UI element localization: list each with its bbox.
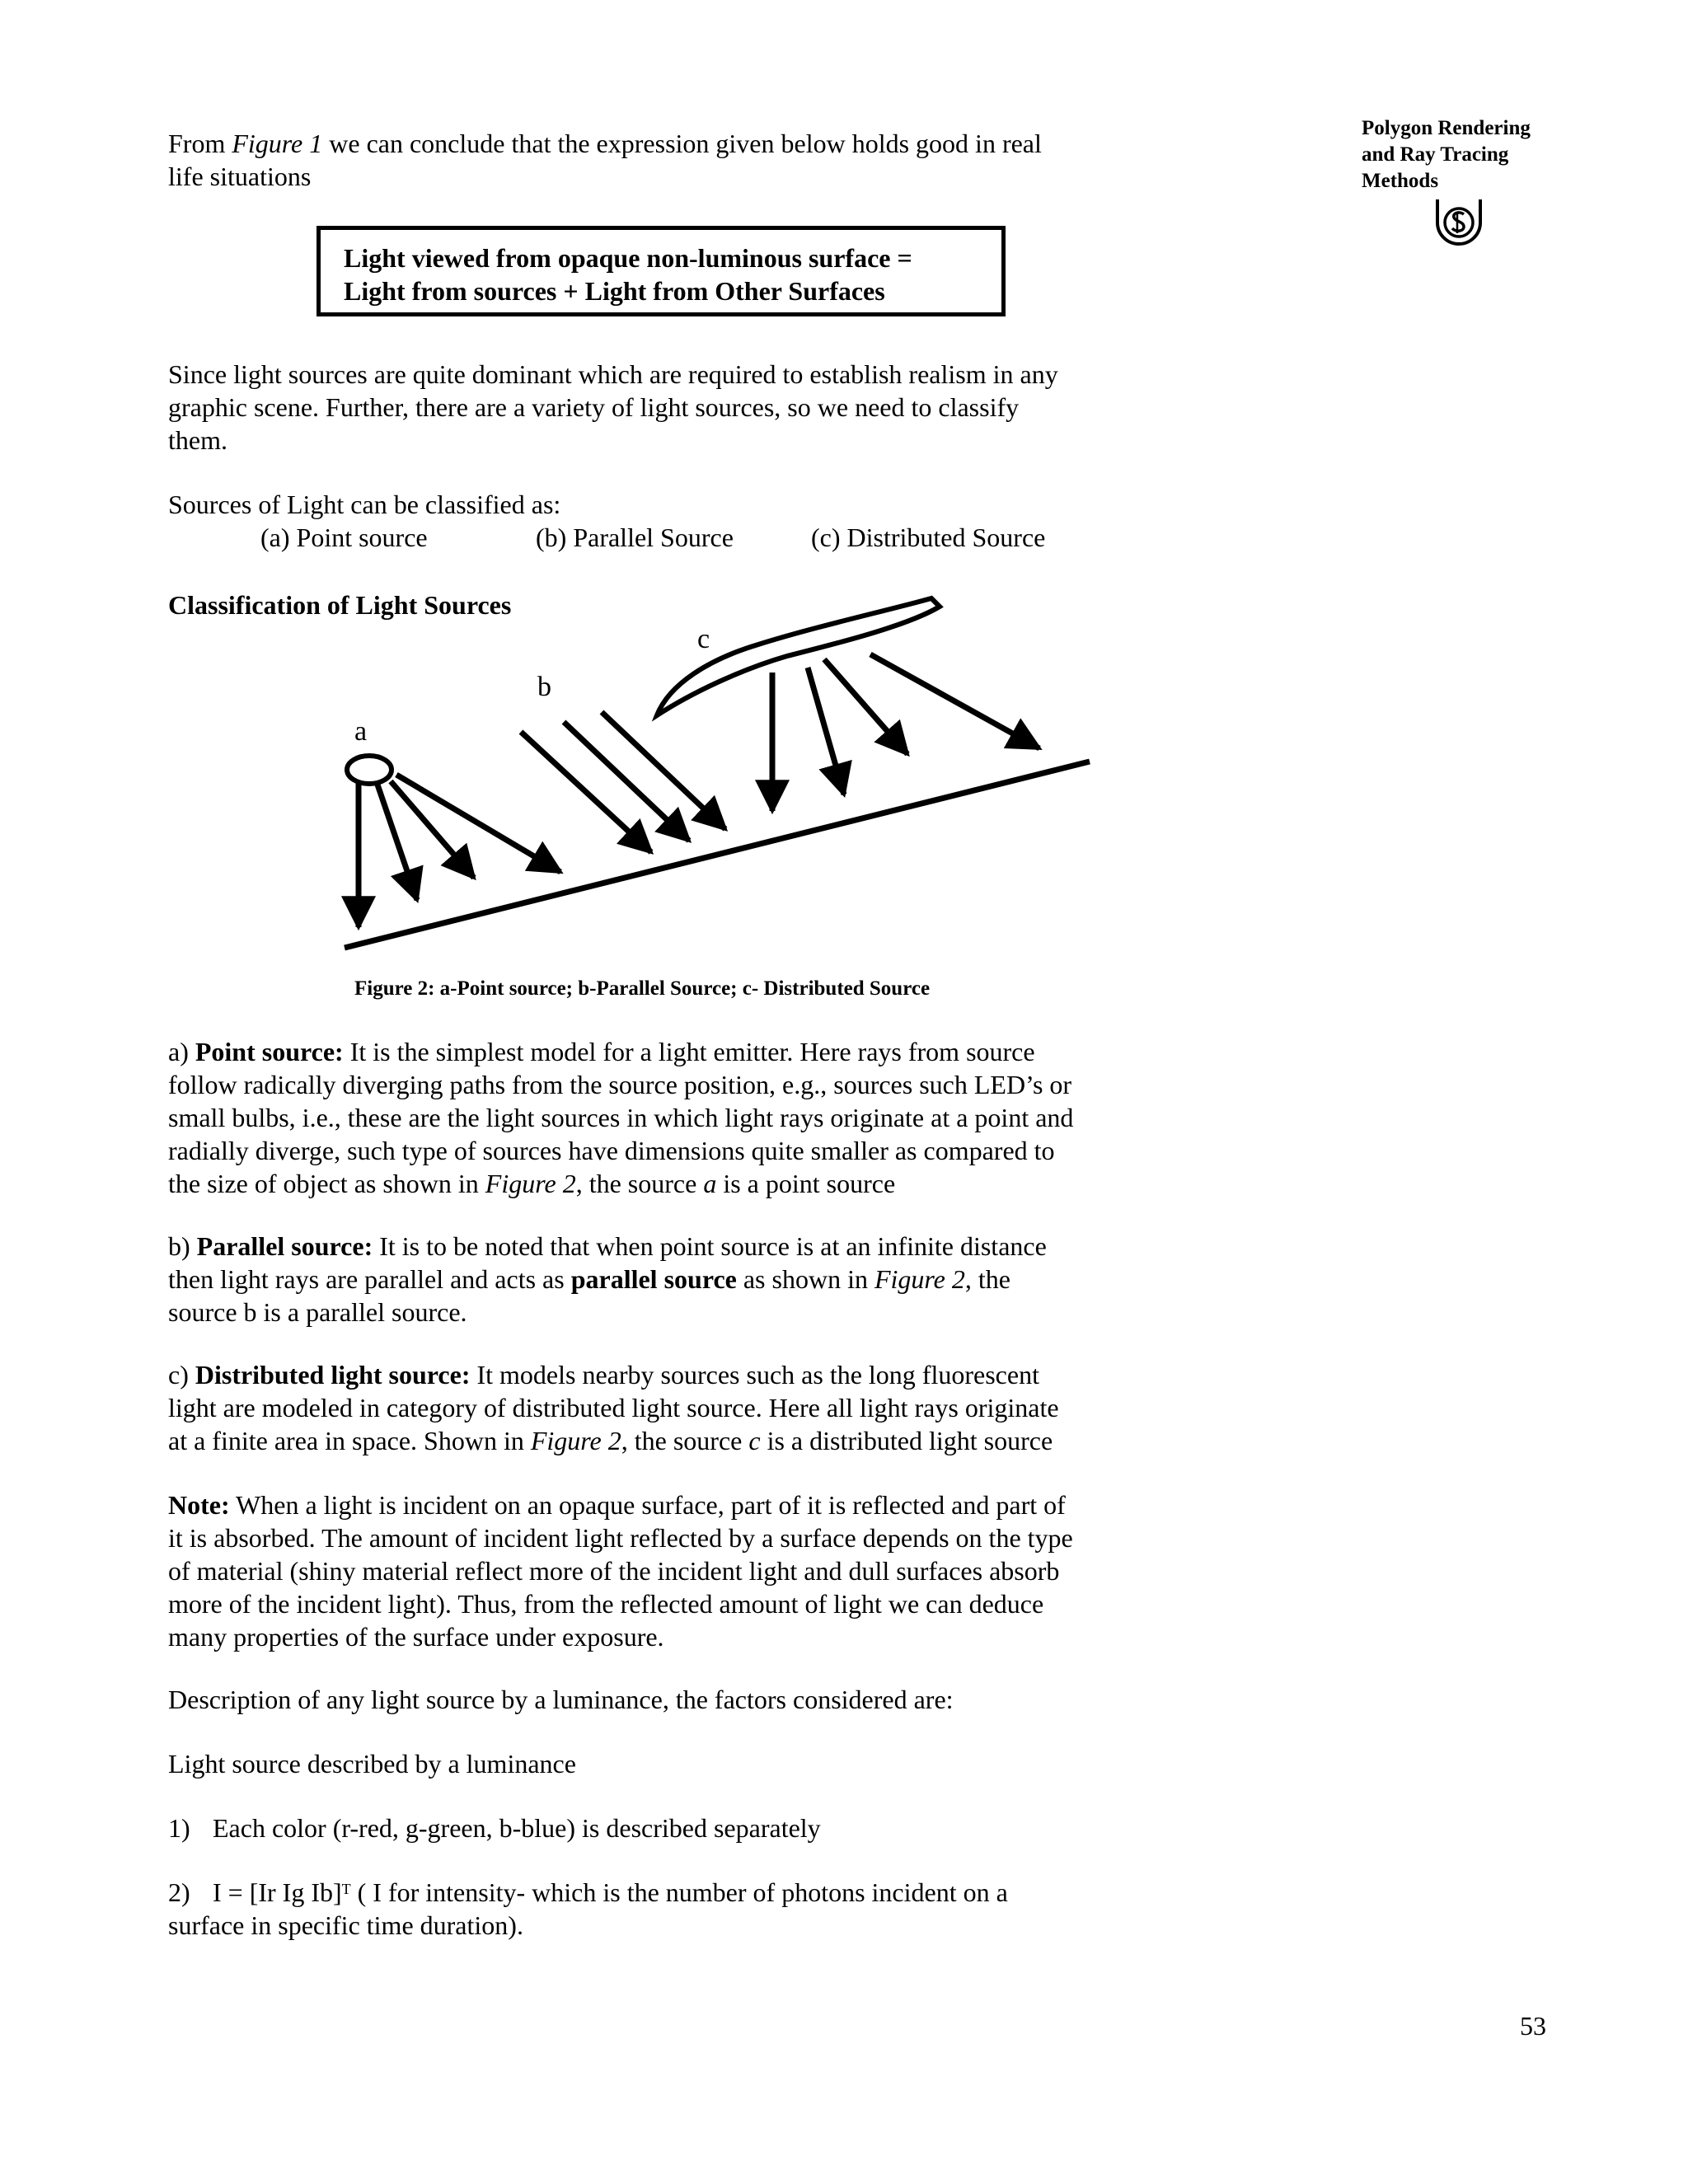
point-source-paragraph: a) Point source: It is the simplest model for a light emitter. Here rays from source follow radically diverging paths from the source position, e.g., sources such LED’s or small bulbs, i.e., these are the light sources in which light rays originate at a point and radially diverge, such type of sources have dimensions quite smaller as compared to the size of object as shown in Figure 2, the source a is a point source <box>168 1037 1074 1198</box>
point-source-bulb <box>347 756 392 784</box>
list-text-continued: surface in specific time duration). <box>168 1910 523 1940</box>
note-term: Note: <box>168 1490 230 1520</box>
formula-line: Light viewed from opaque non-luminous surface = <box>344 243 912 273</box>
page-number: 53 <box>1520 2011 1546 2041</box>
source-item: (c) Distributed Source <box>811 523 1046 552</box>
running-header-line: and Ray Tracing <box>1362 143 1509 166</box>
formula-line: Light from sources + Light from Other Surfaces <box>344 276 885 306</box>
luminance-line: Light source described by a luminance <box>168 1749 576 1779</box>
light-sources-diagram <box>330 587 1104 966</box>
intro-paragraph: From Figure 1 we can conclude that the expression given below holds good in real life situations <box>168 129 1042 191</box>
figure-title: Classification of Light Sources <box>168 590 512 620</box>
list-text: Each color (r-red, g-green, b-blue) is described separately <box>213 1813 821 1843</box>
label-c: c <box>697 624 710 654</box>
running-header-line: Polygon Rendering <box>1362 117 1531 139</box>
distributed-source-tube <box>657 598 940 715</box>
label-b: b <box>537 672 551 702</box>
list-text: I = [Ir Ig Ib]$^T$ ( I for intensity- which is the number of photons incident on a <box>213 1877 1008 1907</box>
distributed-source-rays <box>772 654 1039 811</box>
source-item: (a) Point source <box>260 523 428 552</box>
list-number: 1) <box>168 1813 190 1843</box>
point-source-term: Point source: <box>195 1037 344 1066</box>
sources-heading: Sources of Light can be classified as: <box>168 490 561 519</box>
parallel-source-term: Parallel source: <box>196 1231 373 1261</box>
source-item: (b) Parallel Source <box>536 523 734 552</box>
figure-caption: Figure 2: a-Point source; b-Parallel Source; c- Distributed Source <box>354 977 931 1000</box>
list-number: 2) <box>168 1877 190 1907</box>
running-header <box>1362 115 1531 194</box>
note-paragraph: Note: When a light is incident on an opaque surface, part of it is reflected and part of it is absorbed. The amount of incident light reflected by a surface depends on the type of material (shiny material reflect more of the incident light and dull surfaces absorb more of the incident light). Thus, from the reflected amount of light we can deduce many properties of the surface under exposure. <box>168 1490 1073 1652</box>
list-item <box>168 1876 1157 1942</box>
parallel-source-rays <box>521 712 725 852</box>
formula-box <box>316 226 1006 316</box>
parallel-source-paragraph: b) Parallel source: It is to be noted that when point source is at an infinite distance then light rays are parallel and acts as parallel source as shown in Figure 2, the source b is a parallel source. <box>168 1231 1047 1327</box>
distributed-source-paragraph: c) Distributed light source: It models nearby sources such as the long fluorescent light are modeled in category of distributed light source. Here all light rays originate at a finite area in space. Shown in Figure 2, the source c is a distributed light source <box>168 1360 1059 1455</box>
description-line: Description of any light source by a luminance, the factors considered are: <box>168 1685 954 1714</box>
running-header-line: Methods <box>1362 170 1439 192</box>
label-a: a <box>354 716 368 747</box>
list-item <box>168 1811 1157 1844</box>
university-logo-icon <box>1432 194 1485 247</box>
distributed-source-term: Distributed light source: <box>195 1360 471 1390</box>
figure-reference: Figure 1 <box>232 129 323 158</box>
realism-paragraph: Since light sources are quite dominant which are required to establish realism in any graphic scene. Further, there are a variety of light sources, so we need to classify them. <box>168 359 1058 455</box>
